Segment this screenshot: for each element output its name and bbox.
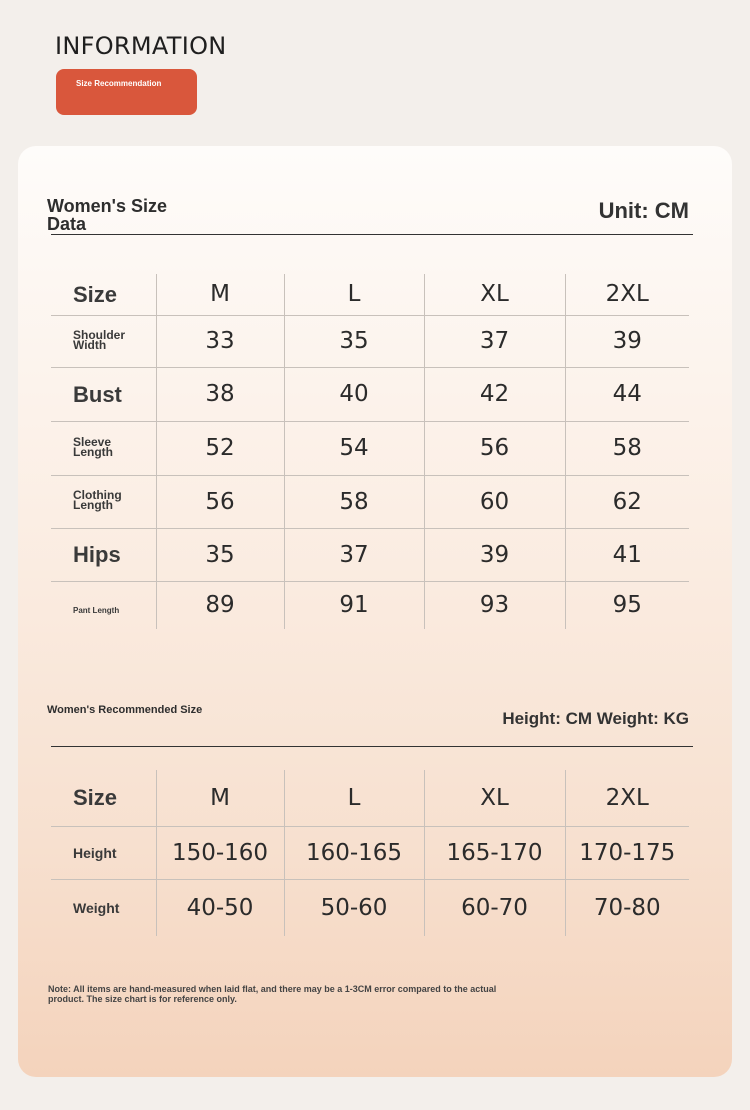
column-header: XL [424,274,565,315]
table-cell: 37 [284,528,424,581]
table-cell: 58 [284,475,424,528]
table-cell: 44 [565,367,689,421]
row-label: Hips [51,528,156,581]
table-cell: 33 [156,315,284,367]
row-label: Pant Length [73,605,120,615]
table-cell: 170-175 [565,826,689,879]
table-row [51,879,689,936]
table-cell: 95 [565,581,689,629]
table-cell: 54 [284,421,424,475]
table-cell: 89 [156,581,284,629]
measurement-note: Note: All items are hand-measured when laid flat, and there may be a 1-3CM error compared to the actual product. The size chart is for reference only. [48,984,497,1004]
table-cell: 37 [424,315,565,367]
table-cell: 40 [284,367,424,421]
table-row [51,475,689,528]
table-cell: 160-165 [284,826,424,879]
recommended-table [51,770,689,936]
column-header: XL [424,770,565,826]
table-cell: 56 [156,475,284,528]
table-cell: 39 [424,528,565,581]
column-header: M [156,770,284,826]
table-row [51,315,689,367]
size-data-title: Women's Size Data [47,196,167,234]
column-header: M [156,274,284,315]
size-column-header: Size [51,770,156,826]
table-row [51,581,689,629]
table-cell: 62 [565,475,689,528]
size-chart-card [18,146,732,1077]
column-header: L [284,274,424,315]
table-header-row [51,274,689,315]
table-cell: 58 [565,421,689,475]
table-cell: 35 [156,528,284,581]
table-cell: 70-80 [565,879,689,936]
recommended-unit: Height: CM Weight: KG [502,709,689,728]
table-row [51,421,689,475]
column-header: L [284,770,424,826]
size-column-header: Size [51,274,156,315]
row-label: Weight [73,899,120,916]
recommended-divider [51,746,693,747]
table-cell: 56 [424,421,565,475]
table-row [51,528,689,581]
table-cell: 150-160 [156,826,284,879]
size-recommendation-badge: Size Recommendation [56,69,197,115]
row-label: Clothing Length [51,475,156,528]
table-cell: 60 [424,475,565,528]
table-row [51,367,689,421]
table-cell: 52 [156,421,284,475]
column-header: 2XL [565,274,689,315]
column-header: 2XL [565,770,689,826]
size-data-unit: Unit: CM [598,198,689,223]
table-cell: 35 [284,315,424,367]
row-label: Height [51,826,156,879]
table-cell: 91 [284,581,424,629]
table-cell: 38 [156,367,284,421]
recommended-title: Women's Recommended Size [47,704,203,716]
table-cell: 60-70 [424,879,565,936]
table-cell: 40-50 [156,879,284,936]
page-title: INFORMATION [55,32,227,60]
table-cell: 42 [424,367,565,421]
size-data-table [51,274,689,629]
row-label: Sleeve Length [51,421,156,475]
table-cell: 93 [424,581,565,629]
table-cell: 165-170 [424,826,565,879]
table-header-row [51,770,689,826]
table-row [51,826,689,879]
size-data-divider [51,234,693,235]
table-cell: 39 [565,315,689,367]
table-cell: 41 [565,528,689,581]
row-label: Bust [51,367,156,421]
row-label: Shoulder Width [51,315,156,367]
table-cell: 50-60 [284,879,424,936]
